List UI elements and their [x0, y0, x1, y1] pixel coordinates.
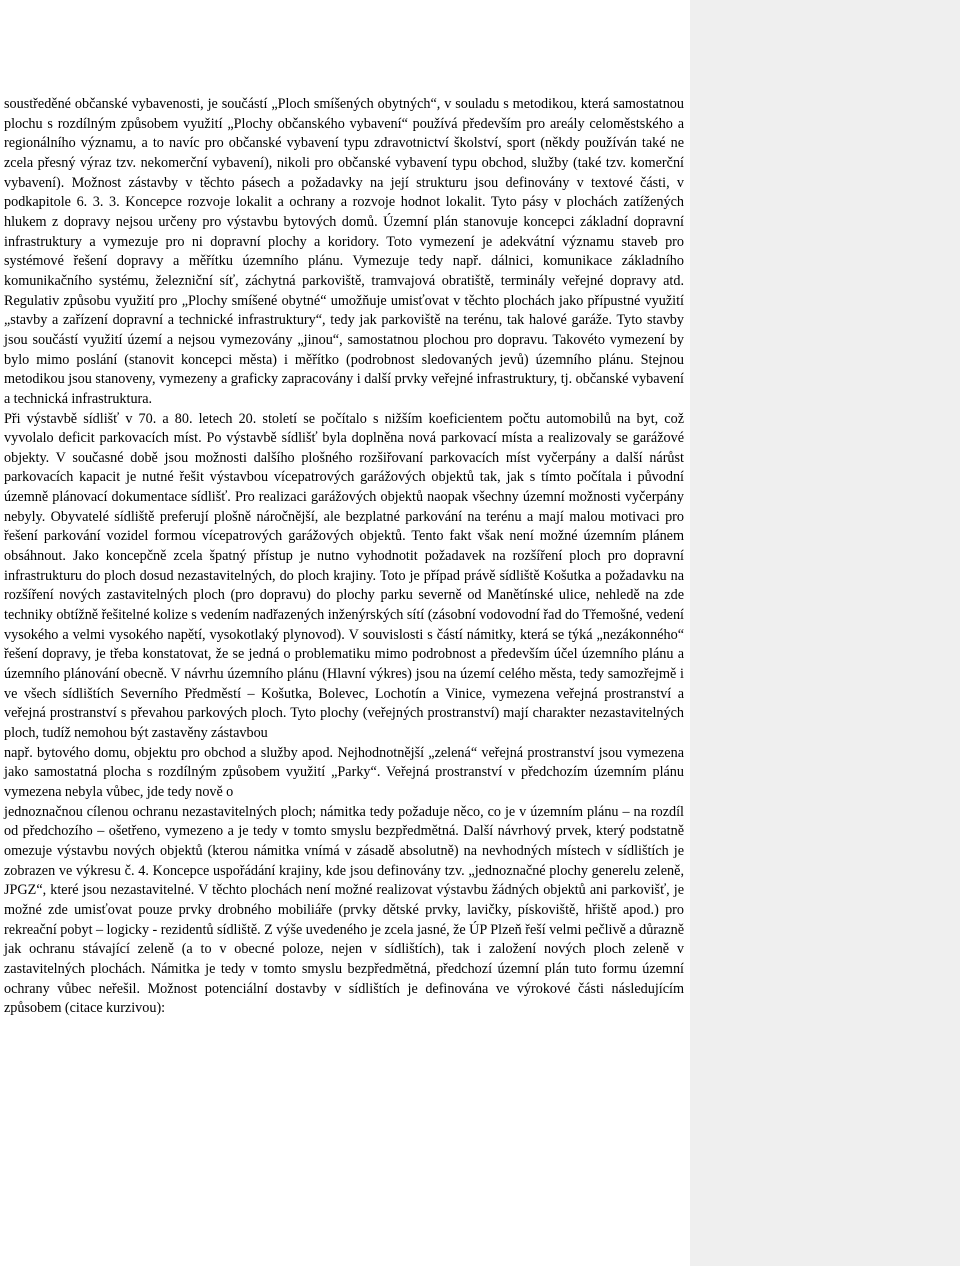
- paragraph-3: např. bytového domu, objektu pro obchod a služby apod. Nejhodnotnější „zelená“ veřejná prostranství jsou vymezena jako samostatná plocha s rozdílným způsobem využití „Parky“. Veřejná prostranství v předchozím územním plánu vymezena nebyla vůbec, jde tedy nově o: [4, 744, 684, 800]
- document-body: [4, 95, 684, 1019]
- paragraph-1: soustředěné občanské vybavenosti, je součástí „Ploch smíšených obytných“, v souladu s metodikou, která samostatnou plochu s rozdílným způsobem využití „Plochy občanského vybavení“ používá především pro areály celoměstského a regionálního významu, a to navíc pro občanské vybavení typu zdravotnictví školství, sport (někdy používán také ne zcela přesný výraz tzv. nekomerční vybavení), nikoli pro občanské vybavení typu obchod, služby (také tzv. komerční vybavení). Možnost zástavby v těchto pásech a požadavky na její strukturu jsou definovány v textové části, v podkapitole 6. 3. 3. Koncepce rozvoje lokalit a ochrany a rozvoje hodnot lokalit. Tyto pásy v plochách zatížených hlukem z dopravy nejsou určeny pro výstavbu bytových domů. Územní plán stanovuje koncepci základní dopravní infrastruktury a vymezuje pro ni dopravní plochy a koridory. Toto vymezení je adekvátní významu staveb pro systémové řešení dopravy a měřítku územního plánu. Vymezuje tedy např. dálnici, komunikace základního komunikačního systému, železniční síť, záchytná parkoviště, tramvajová obratiště, terminály veřejné dopravy atd. Regulativ způsobu využití pro „Plochy smíšené obytné“ umožňuje umisťovat v těchto plochách jako přípustné využití „stavby a zařízení dopravní a technické infrastruktury“, tedy jak parkoviště na terénu, tak halové garáže. Tyto stavby jsou součástí využití území a nejsou vymezovány „jinou“, samostatnou plochou pro dopravu. Takovéto vymezení by bylo mimo poslání (stanovit koncepci města) i měřítko (podrobnost sledovaných jevů) územního plánu. Stejnou metodikou jsou stanoveny, vymezeny a graficky zapracovány i další prvky veřejné infrastruktury, tj. občanské vybavení a technická infrastruktura.: [4, 96, 684, 407]
- paragraph-4: jednoznačnou cílenou ochranu nezastavitelných ploch; námitka tedy požaduje něco, co je v územním plánu – na rozdíl od předchozího – ošetřeno, vymezeno a je tedy v tomto smyslu bezpředmětná. Další návrhový prvek, který podstatně omezuje výstavbu nových objektů (kterou námitka vnímá v zásadě absolutně) na nevhodných místech v sídlištích je zobrazen ve výkresu č. 4. Koncepce uspořádání krajiny, kde jsou definovány tzv. „jednoznačné plochy generelu zeleně, JPGZ“, které jsou nezastavitelné. V těchto plochách není možné realizovat výstavbu žádných objektů ani parkovišť, je možné zde umisťovat pouze prvky drobného mobiliáře (prvky dětské prvky, lavičky, pískoviště, hřiště apod.) pro rekreační pobyt – logicky - rezidentů sídliště. Z výše uvedeného je zcela jasné, že ÚP Plzeň řeší velmi pečlivě a důrazně jak ochranu stávající zeleně (a to v obecné poloze, nejen v sídlištích), tak i založení nových ploch zeleně v zastavitelných plochách. Námitka je tedy v tomto smyslu bezpředmětná, předchozí územní plán tuto formu územní ochrany vůbec neřešil. Možnost potenciální dostavby v sídlištích je definována ve výrokové části následujícím způsobem (citace kurzivou):: [4, 803, 684, 1017]
- gray-side-panel: [690, 0, 960, 1266]
- paragraph-2: Při výstavbě sídlišť v 70. a 80. letech 20. století se počítalo s nižším koeficientem počtu automobilů na byt, což vyvolalo deficit parkovacích míst. Po výstavbě sídlišť byla doplněna nová parkovací místa a realizovaly se garážové objekty. V současné době jsou možnosti dalšího plošného rozšiřovaní parkovacích míst vyčerpány a další nárůst parkovacích kapacit je nutné řešit výstavbou vícepatrových garážových objektů tak, jak s tímto počítala i původní územně plánovací dokumentace sídlišť. Pro realizaci garážových objektů naopak všechny územní možnosti vyčerpány nebyly. Obyvatelé sídliště preferují plošně náročnější, ale bezplatné parkování na terénu a mají malou motivaci pro řešení parkování vozidel formou vícepatrových garážových objektů. Tento fakt však není možné územním plánem obsáhnout. Jako koncepčně zcela špatný přístup je nutno vyhodnotit požadavek na rozšíření ploch pro dopravní infrastrukturu do ploch dosud nezastavitelných, do ploch krajiny. Toto je případ právě sídliště Košutka a požadavku na rozšíření nových zastavitelných ploch (pro dopravu) do plochy parku severně od Manětínské ulice, nehledě na zde techniky obtížně řešitelné kolize s vedením nadřazených inženýrských sítí (zásobní vodovodní řad do Třemošné, vedení vysokého a velmi vysokého napětí, vysokotlaký plynovod). V souvislosti s částí námitky, která se týká „nezákonného“ řešení dopravy, je třeba konstatovat, že se jedná o problematiku mimo podrobnost a především účel územního plánu a územního plánování obecně. V návrhu územního plánu (Hlavní výkres) jsou na území celého města, tedy samozřejmě i ve všech sídlištích Severního Předměstí – Košutka, Bolevec, Lochotín a Vinice, vymezena veřejná prostranství a veřejná prostranství s převahou parkových ploch. Tyto plochy (veřejných prostranství) mají charakter nezastavitelných ploch, tudíž nemohou být zastavěny zástavbou: [4, 410, 684, 741]
